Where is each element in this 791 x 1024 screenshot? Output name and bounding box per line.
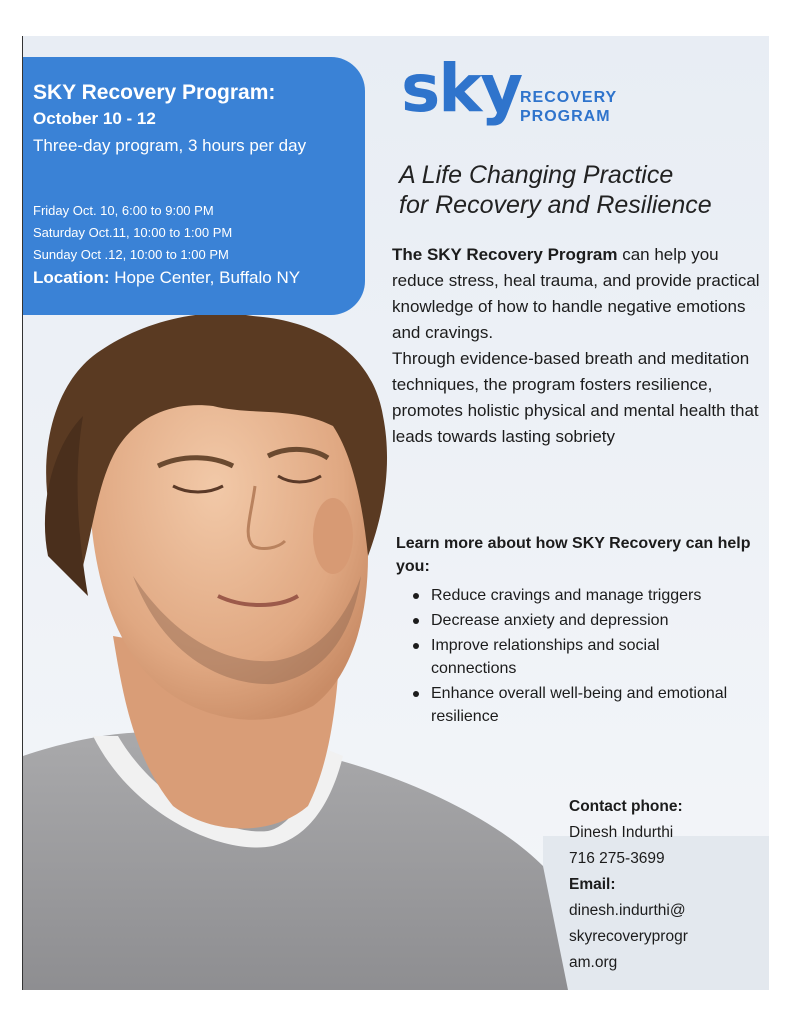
benefit-item: Decrease anxiety and depression [409,609,749,632]
benefits-list [409,584,749,730]
program-title: SKY Recovery Program: [33,81,276,104]
description-p1-text: can help you reduce stress, heal trauma, and provide practical knowledge of how to handle negative emotions and cravings. [392,245,760,342]
contact-info [569,794,749,976]
contact-email-label: Email: [569,876,616,893]
description-paragraph-1 [392,242,762,346]
description-paragraph-2: Through evidence-based breath and meditation techniques, the program fosters resilience, promotes holistic physical and mental health that leads towards lasting sobriety [392,349,759,446]
schedule-saturday: Saturday Oct.11, 10:00 to 1:00 PM [33,225,233,240]
benefit-item: Reduce cravings and manage triggers [409,584,749,607]
event-info-box [23,57,365,315]
location-value: Hope Center, Buffalo NY [109,268,301,287]
schedule-friday: Friday Oct. 10, 6:00 to 9:00 PM [33,203,214,218]
sky-logo-wordmark: sky [401,50,522,127]
logo-subtitle-line1: RECOVERY [520,89,618,106]
tagline [399,160,712,220]
contact-email-line1[interactable]: dinesh.indurthi@ [569,902,686,919]
program-dates: October 10 - 12 [33,109,156,128]
logo-subtitle-line2: PROGRAM [520,108,611,125]
learn-more-heading: Learn more about how SKY Recovery can help you: [396,535,751,575]
benefit-item: Enhance overall well-being and emotional resilience [409,682,749,728]
benefit-item: Improve relationships and social connections [409,634,749,680]
contact-phone-label: Contact phone: [569,798,683,815]
contact-phone[interactable]: 716 275-3699 [569,850,665,867]
contact-email-line2[interactable]: skyrecoveryprogr [569,928,688,945]
contact-email-line3[interactable]: am.org [569,954,618,971]
tagline-line1: A Life Changing Practice [399,161,674,189]
program-format: Three-day program, 3 hours per day [33,136,307,155]
schedule-sunday: Sunday Oct .12, 10:00 to 1:00 PM [33,247,229,262]
tagline-line2: for Recovery and Resilience [399,191,712,219]
location [33,268,300,288]
flyer [23,36,769,990]
description-bold-lead: The SKY Recovery Program [392,245,618,264]
contact-name: Dinesh Indurthi [569,824,674,841]
program-description [392,242,762,450]
logo-subtitle [520,88,617,126]
location-label: Location: [33,268,110,287]
